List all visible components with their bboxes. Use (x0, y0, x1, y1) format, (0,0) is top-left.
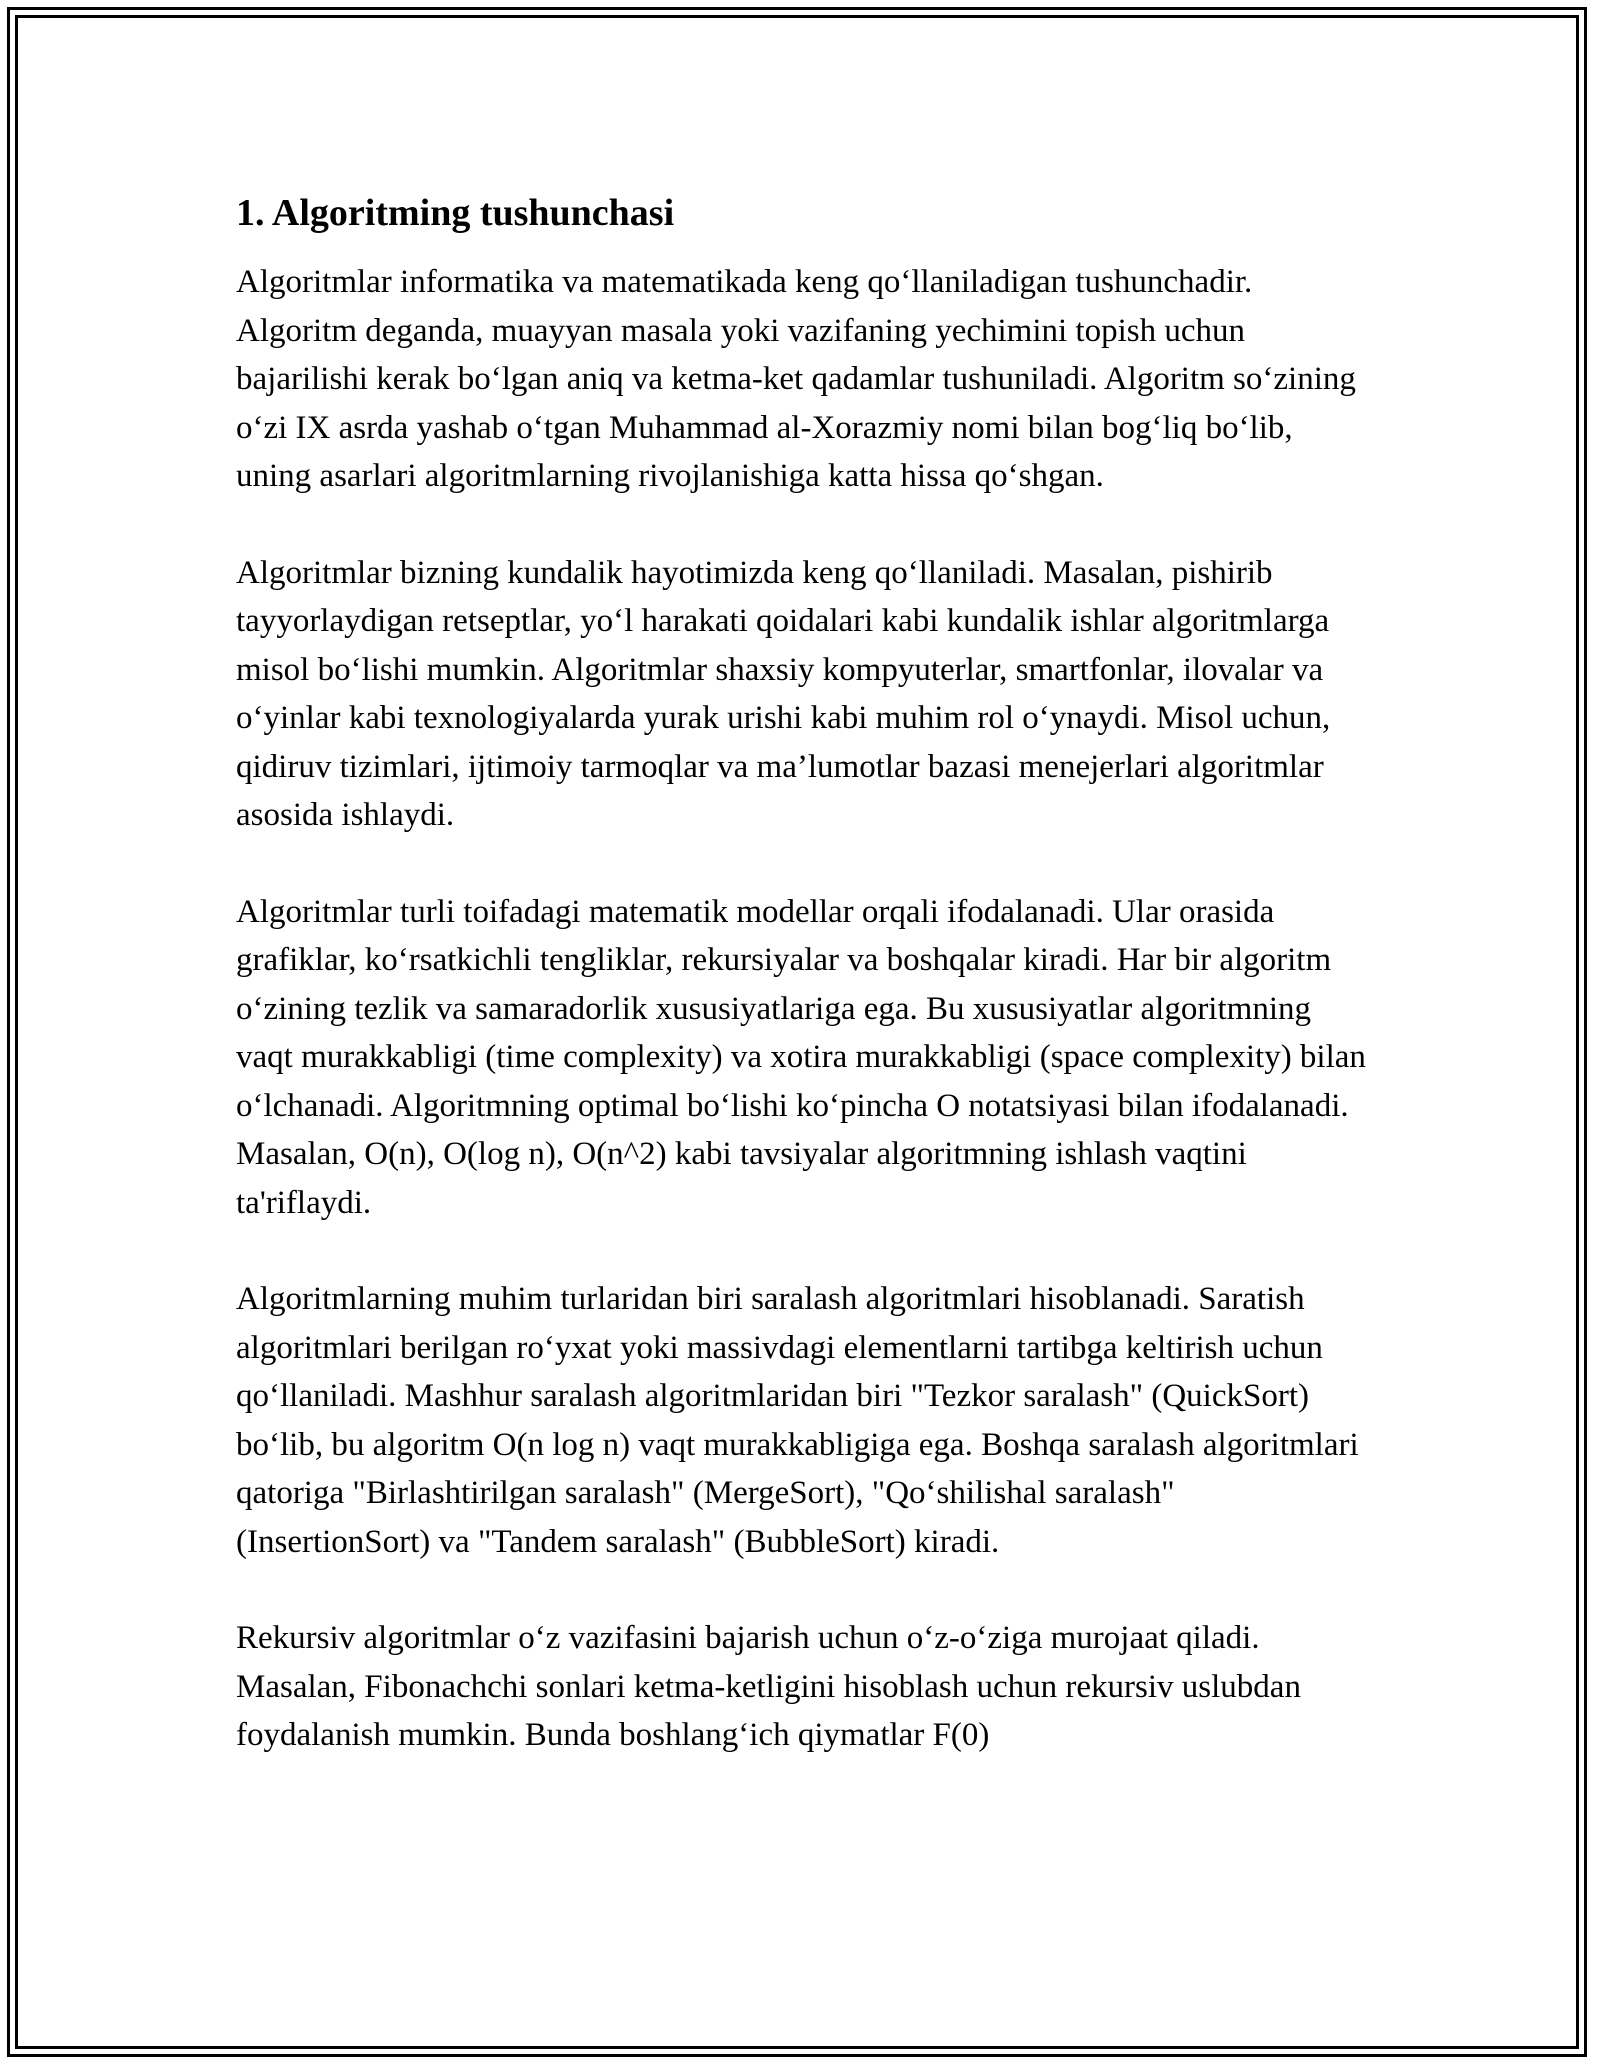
paragraph-complexity: Algoritmlar turli toifadagi matematik modellar orqali ifodalanadi. Ular orasida grafiklar, ko‘rsatkichli tengliklar, rekursiyalar va boshqalar kiradi. Har bir algoritm o‘zining tezlik va samaradorlik xususiyatlariga ega. Bu xususiyatlar algoritmning vaqt murakkabligi (time complexity) va xotira murakkabligi (space complexity) bilan o‘lchanadi. Algoritmning optimal bo‘lishi ko‘pincha O notatsiyasi bilan ifodalanadi. Masalan, O(n), O(log n), O(n^2) kabi tavsiyalar algoritmning ishlash vaqtini ta'riflaydi. (236, 893, 1366, 1221)
paragraph-sorting: Algoritmlarning muhim turlaridan biri saralash algoritmlari hisoblanadi. Saratish algoritmlari berilgan ro‘yxat yoki massivdagi elementlarni tartibga keltirish uchun qo‘llaniladi. Mashhur saralash algoritmlaridan biri "Tezkor saralash" (QuickSort) bo‘lib, bu algoritm O(n log n) vaqt murakkabligiga ega. Boshqa saralash algoritmlari qatoriga "Birlashtirilgan saralash" (MergeSort), "Qo‘shilishal saralash" (InsertionSort) va "Tandem saralash" (BubbleSort) kiradi. (236, 1281, 1359, 1560)
paragraph-everyday-use: Algoritmlar bizning kundalik hayotimizda keng qo‘llaniladi. Masalan, pishirib tayyorlaydigan retseptlar, yo‘l harakati qoidalari kabi kundalik ishlar algoritmlarga misol bo‘lishi mumkin. Algoritmlar shaxsiy kompyuterlar, smartfonlar, ilovalar va o‘yinlar kabi texnologiyalarda yurak urishi kabi muhim rol o‘ynaydi. Misol uchun, qidiruv tizimlari, ijtimoiy tarmoqlar va ma’lumotlar bazasi menejerlari algoritmlar asosida ishlaydi. (236, 554, 1331, 833)
paragraph-algorithm-definition: Algoritmlar informatika va matematikada keng qo‘llaniladigan tushunchadir. Algoritm deganda, muayyan masala yoki vazifaning yechimini topish uchun bajarilishi kerak bo‘lgan aniq va ketma-ket qadamlar tushuniladi. Algoritm so‘zining o‘zi IX asrda yashab o‘tgan Muhammad al-Xorazmiy nomi bilan bog‘liq bo‘lib, uning asarlari algoritmlarning rivojlanishiga katta hissa qo‘shgan. (236, 264, 1356, 494)
paragraph-recursion: Rekursiv algoritmlar o‘z vazifasini bajarish uchun o‘z-o‘ziga murojaat qiladi. Masalan, Fibonachchi sonlari ketma-ketligini hisoblash uchun rekursiv uslubdan foydalanish mumkin. Bunda boshlang‘ich qiymatlar F(0) (236, 1620, 1301, 1753)
document-body (236, 186, 1376, 1808)
section-heading: 1. Algoritming tushunchasi (236, 192, 675, 234)
